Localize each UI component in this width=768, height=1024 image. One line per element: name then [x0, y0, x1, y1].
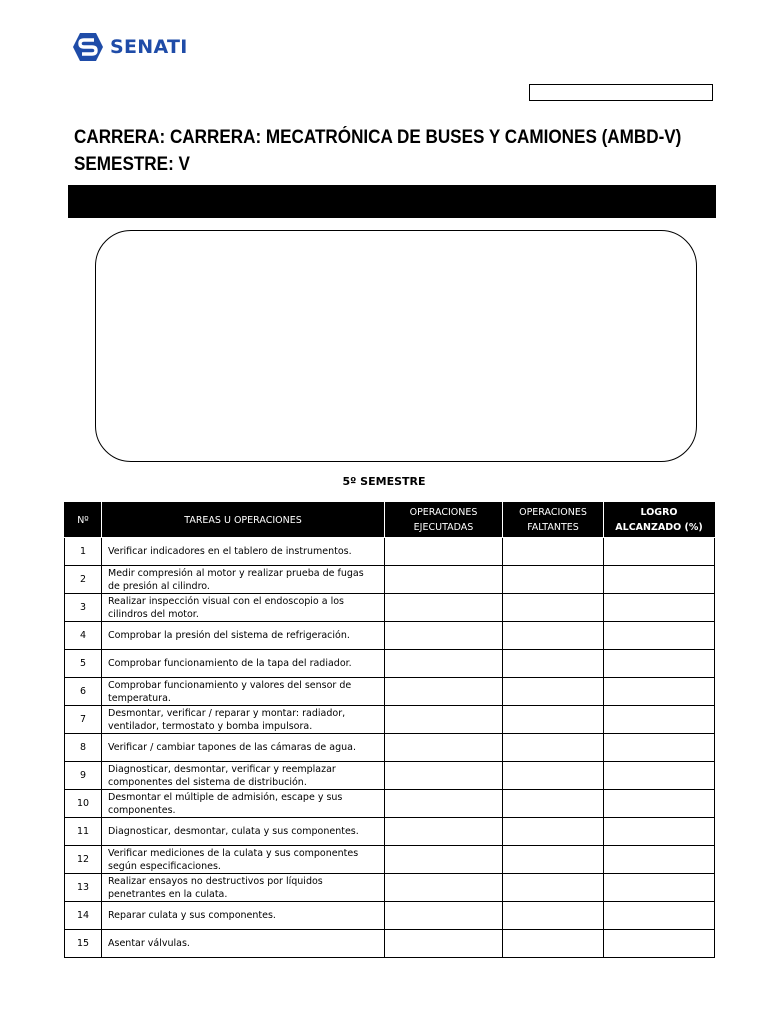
row-task: Comprobar funcionamiento y valores del sensor de temperatura. — [102, 678, 385, 706]
row-achievement-cell[interactable] — [604, 706, 715, 734]
career-heading — [74, 124, 681, 178]
row-number: 9 — [65, 762, 102, 790]
row-achievement-cell[interactable] — [604, 566, 715, 594]
row-number: 8 — [65, 734, 102, 762]
row-task: Asentar válvulas. — [102, 930, 385, 958]
semester-line: SEMESTRE: V — [74, 154, 190, 175]
row-missing-cell[interactable] — [503, 622, 604, 650]
table-row — [65, 790, 715, 818]
row-executed-cell[interactable] — [385, 538, 503, 566]
row-executed-cell[interactable] — [385, 622, 503, 650]
table-row — [65, 566, 715, 594]
row-missing-cell[interactable] — [503, 734, 604, 762]
row-number: 5 — [65, 650, 102, 678]
row-missing-cell[interactable] — [503, 762, 604, 790]
col-task-header: TAREAS U OPERACIONES — [102, 503, 385, 538]
table-row — [65, 818, 715, 846]
senati-logo — [72, 32, 188, 62]
row-number: 3 — [65, 594, 102, 622]
row-missing-cell[interactable] — [503, 706, 604, 734]
row-number: 2 — [65, 566, 102, 594]
table-row — [65, 846, 715, 874]
row-number: 13 — [65, 874, 102, 902]
table-row — [65, 902, 715, 930]
table-row — [65, 594, 715, 622]
row-number: 15 — [65, 930, 102, 958]
row-task: Desmontar el múltiple de admisión, escape y sus componentes. — [102, 790, 385, 818]
row-executed-cell[interactable] — [385, 566, 503, 594]
col-executed-header: OPERACIONES EJECUTADAS — [385, 503, 503, 538]
row-task: Realizar ensayos no destructivos por líquidos penetrantes en la culata. — [102, 874, 385, 902]
table-row — [65, 874, 715, 902]
table-row — [65, 734, 715, 762]
row-task: Desmontar, verificar / reparar y montar: radiador, ventilador, termostato y bomba impulsora. — [102, 706, 385, 734]
row-achievement-cell[interactable] — [604, 930, 715, 958]
brand-name: SENATI — [110, 36, 188, 58]
row-missing-cell[interactable] — [503, 566, 604, 594]
row-executed-cell[interactable] — [385, 594, 503, 622]
row-achievement-cell[interactable] — [604, 790, 715, 818]
row-achievement-cell[interactable] — [604, 622, 715, 650]
row-executed-cell[interactable] — [385, 790, 503, 818]
row-executed-cell[interactable] — [385, 762, 503, 790]
row-missing-cell[interactable] — [503, 818, 604, 846]
row-achievement-cell[interactable] — [604, 594, 715, 622]
row-number: 7 — [65, 706, 102, 734]
row-task: Comprobar funcionamiento de la tapa del radiador. — [102, 650, 385, 678]
row-achievement-cell[interactable] — [604, 818, 715, 846]
col-number-header: Nº — [65, 503, 102, 538]
row-task: Reparar culata y sus componentes. — [102, 902, 385, 930]
row-executed-cell[interactable] — [385, 706, 503, 734]
row-executed-cell[interactable] — [385, 902, 503, 930]
row-task: Medir compresión al motor y realizar prueba de fugas de presión al cilindro. — [102, 566, 385, 594]
row-task: Comprobar la presión del sistema de refrigeración. — [102, 622, 385, 650]
table-row — [65, 706, 715, 734]
row-missing-cell[interactable] — [503, 678, 604, 706]
row-task: Verificar / cambiar tapones de las cámaras de agua. — [102, 734, 385, 762]
row-number: 11 — [65, 818, 102, 846]
row-number: 4 — [65, 622, 102, 650]
table-row — [65, 678, 715, 706]
row-number: 12 — [65, 846, 102, 874]
career-line: CARRERA: CARRERA: MECATRÓNICA DE BUSES Y CAMIONES (AMBD-V) — [74, 127, 682, 148]
table-row — [65, 650, 715, 678]
row-task: Diagnosticar, desmontar, verificar y reemplazar componentes del sistema de distribución. — [102, 762, 385, 790]
row-missing-cell[interactable] — [503, 930, 604, 958]
row-achievement-cell[interactable] — [604, 734, 715, 762]
row-missing-cell[interactable] — [503, 594, 604, 622]
table-row — [65, 762, 715, 790]
row-task: Realizar inspección visual con el endoscopio a los cilindros del motor. — [102, 594, 385, 622]
row-number: 1 — [65, 538, 102, 566]
row-executed-cell[interactable] — [385, 874, 503, 902]
row-achievement-cell[interactable] — [604, 538, 715, 566]
table-header-row — [65, 503, 715, 538]
row-task: Verificar mediciones de la culata y sus componentes según especificaciones. — [102, 846, 385, 874]
row-achievement-cell[interactable] — [604, 650, 715, 678]
row-executed-cell[interactable] — [385, 734, 503, 762]
senati-logo-icon — [72, 32, 104, 62]
image-placeholder-box — [95, 230, 697, 462]
row-missing-cell[interactable] — [503, 902, 604, 930]
row-executed-cell[interactable] — [385, 930, 503, 958]
row-missing-cell[interactable] — [503, 650, 604, 678]
col-achievement-header: LOGRO ALCANZADO (%) — [604, 503, 715, 538]
row-executed-cell[interactable] — [385, 818, 503, 846]
row-achievement-cell[interactable] — [604, 678, 715, 706]
row-number: 10 — [65, 790, 102, 818]
row-achievement-cell[interactable] — [604, 874, 715, 902]
row-missing-cell[interactable] — [503, 538, 604, 566]
table-row — [65, 622, 715, 650]
row-achievement-cell[interactable] — [604, 902, 715, 930]
tasks-table — [64, 502, 715, 958]
row-missing-cell[interactable] — [503, 790, 604, 818]
row-achievement-cell[interactable] — [604, 846, 715, 874]
title-bar — [68, 185, 716, 218]
semester-table-title: 5º SEMESTRE — [342, 475, 426, 488]
row-missing-cell[interactable] — [503, 874, 604, 902]
table-row — [65, 538, 715, 566]
row-missing-cell[interactable] — [503, 846, 604, 874]
row-number: 14 — [65, 902, 102, 930]
row-number: 6 — [65, 678, 102, 706]
row-executed-cell[interactable] — [385, 846, 503, 874]
row-executed-cell[interactable] — [385, 678, 503, 706]
row-task: Verificar indicadores en el tablero de instrumentos. — [102, 538, 385, 566]
row-executed-cell[interactable] — [385, 650, 503, 678]
row-task: Diagnosticar, desmontar, culata y sus componentes. — [102, 818, 385, 846]
code-field[interactable] — [529, 84, 713, 101]
row-achievement-cell[interactable] — [604, 762, 715, 790]
col-missing-header: OPERACIONES FALTANTES — [503, 503, 604, 538]
table-row — [65, 930, 715, 958]
